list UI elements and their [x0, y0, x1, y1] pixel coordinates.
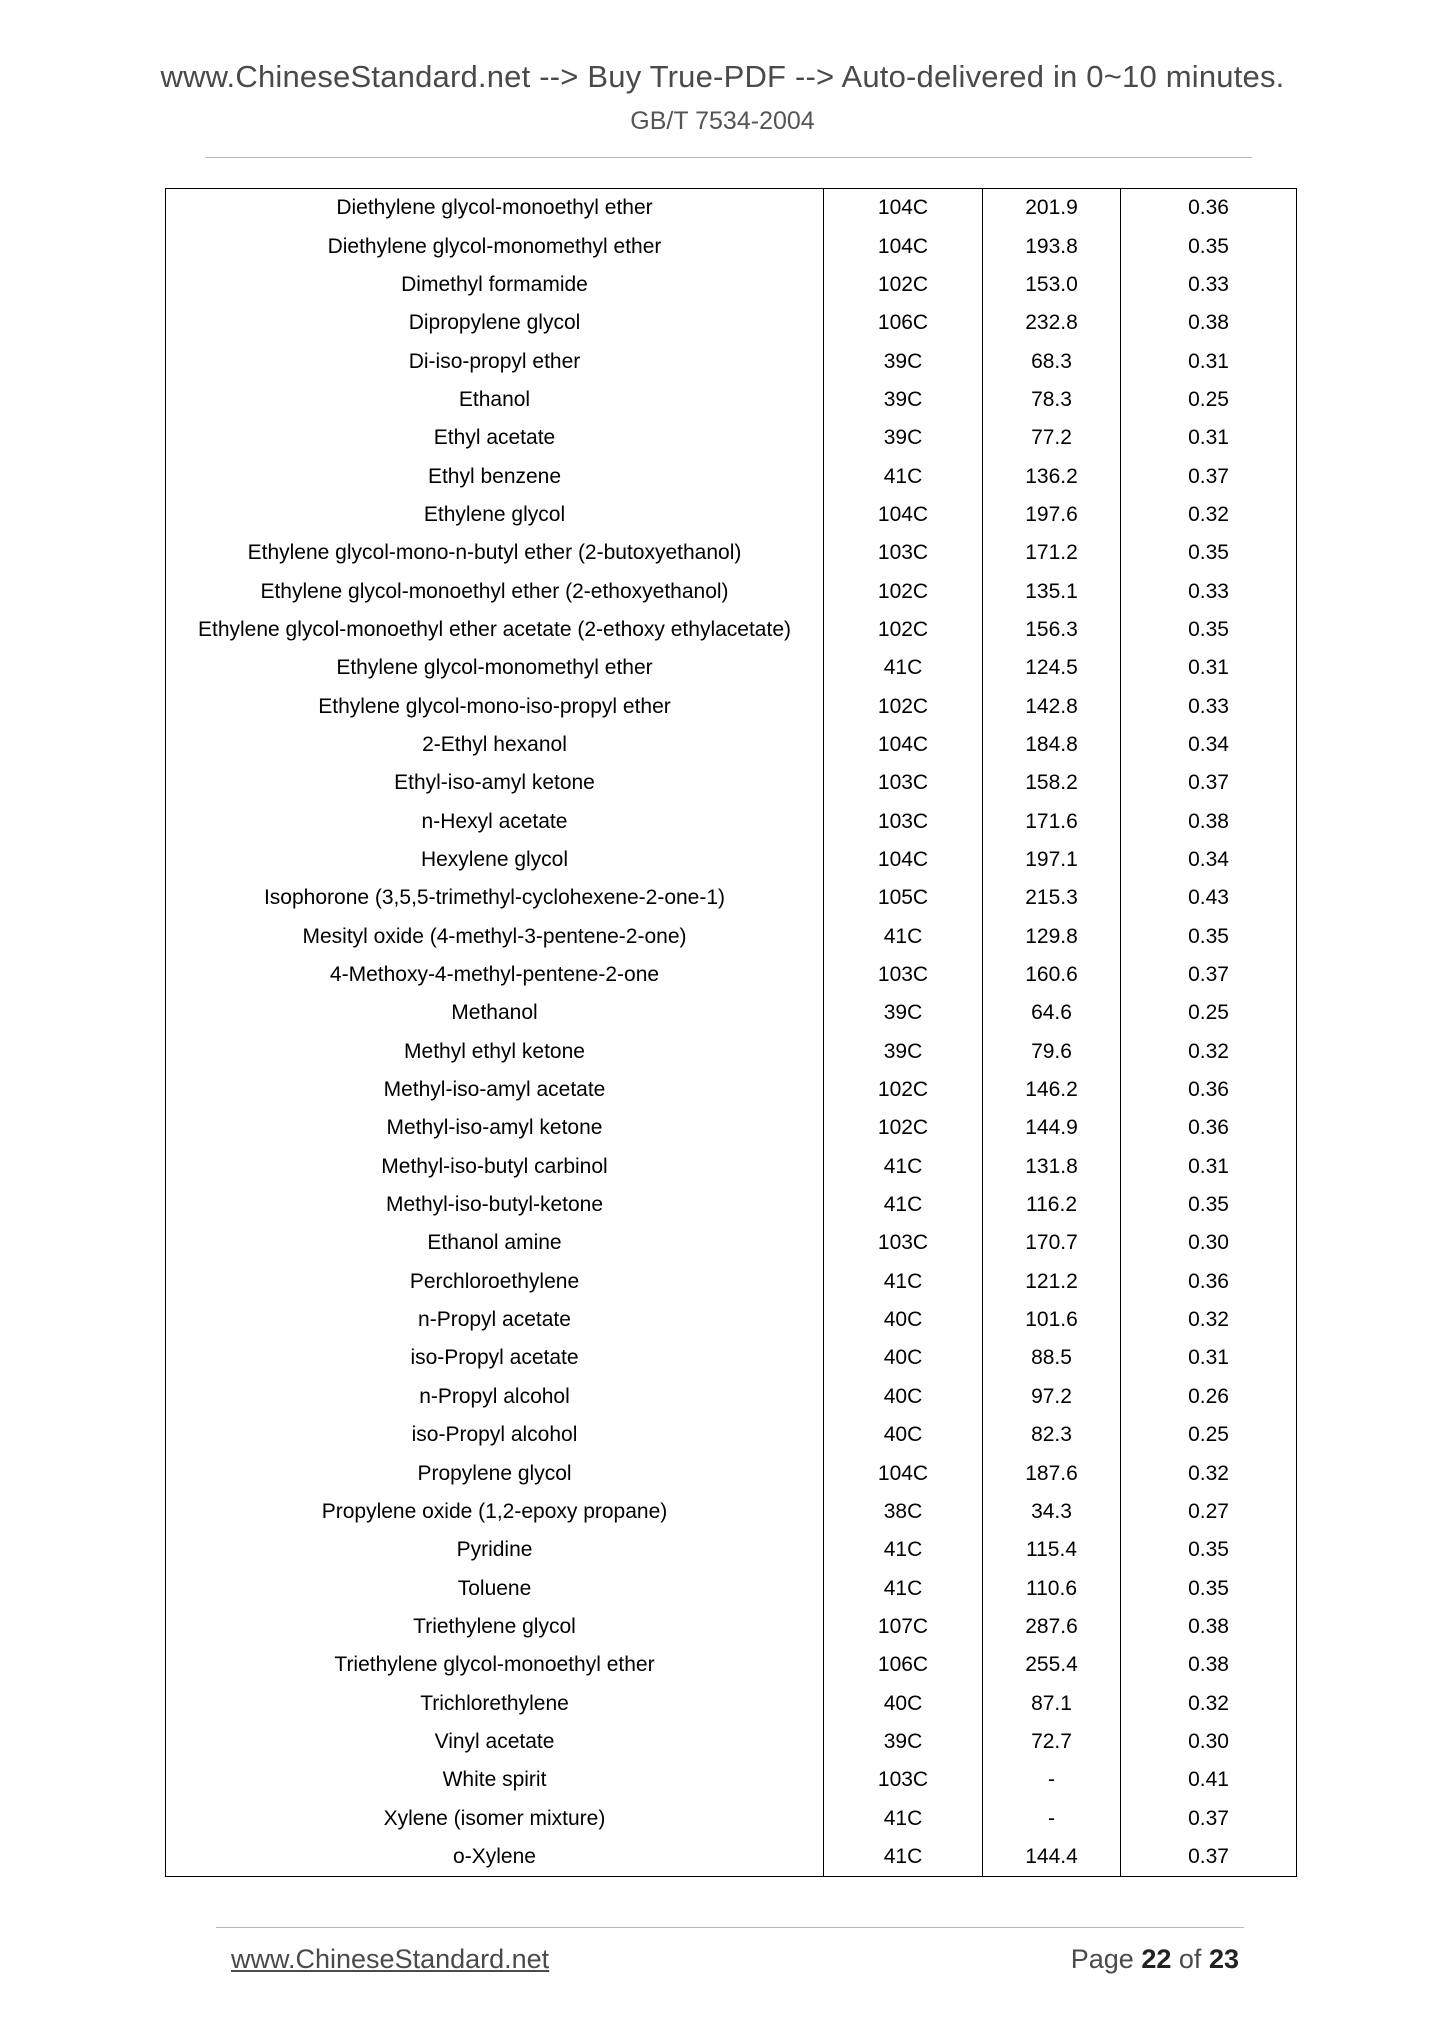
boiling-point-cell: 170.7 — [983, 1224, 1121, 1262]
solvent-name-cell: Triethylene glycol — [166, 1608, 824, 1646]
class-cell: 39C — [824, 419, 983, 457]
boiling-point-cell: 101.6 — [983, 1301, 1121, 1339]
table-row — [166, 841, 1297, 879]
footer-divider — [216, 1927, 1244, 1928]
solvent-name-cell: Methyl-iso-amyl ketone — [166, 1109, 824, 1147]
table-row — [166, 189, 1297, 228]
class-cell: 39C — [824, 994, 983, 1032]
boiling-point-cell: 78.3 — [983, 381, 1121, 419]
table-row — [166, 611, 1297, 649]
class-cell: 41C — [824, 1186, 983, 1224]
value-cell: 0.32 — [1121, 1684, 1297, 1722]
table-row — [166, 1339, 1297, 1377]
class-cell: 102C — [824, 572, 983, 610]
solvent-name-cell: n-Propyl alcohol — [166, 1378, 824, 1416]
value-cell: 0.30 — [1121, 1723, 1297, 1761]
class-cell: 102C — [824, 1071, 983, 1109]
value-cell: 0.38 — [1121, 1608, 1297, 1646]
value-cell: 0.37 — [1121, 1799, 1297, 1837]
boiling-point-cell: 34.3 — [983, 1493, 1121, 1531]
solvent-name-cell: Ethyl benzene — [166, 457, 824, 495]
value-cell: 0.38 — [1121, 803, 1297, 841]
class-cell: 41C — [824, 1148, 983, 1186]
table-row — [166, 304, 1297, 342]
boiling-point-cell: 129.8 — [983, 918, 1121, 956]
value-cell: 0.35 — [1121, 227, 1297, 265]
boiling-point-cell: 110.6 — [983, 1569, 1121, 1607]
class-cell: 104C — [824, 189, 983, 228]
table-row — [166, 572, 1297, 610]
boiling-point-cell: 146.2 — [983, 1071, 1121, 1109]
solvent-name-cell: Methyl-iso-butyl carbinol — [166, 1148, 824, 1186]
solvent-name-cell: Isophorone (3,5,5-trimethyl-cyclohexene-2-one-1) — [166, 879, 824, 917]
boiling-point-cell: 87.1 — [983, 1684, 1121, 1722]
table-row — [166, 1033, 1297, 1071]
value-cell: 0.35 — [1121, 1569, 1297, 1607]
class-cell: 104C — [824, 841, 983, 879]
table-row — [166, 956, 1297, 994]
solvent-name-cell: Mesityl oxide (4-methyl-3-pentene-2-one) — [166, 918, 824, 956]
class-cell: 38C — [824, 1493, 983, 1531]
boiling-point-cell: 72.7 — [983, 1723, 1121, 1761]
solvent-name-cell: Toluene — [166, 1569, 824, 1607]
solvent-name-cell: Ethylene glycol-mono-n-butyl ether (2-butoxyethanol) — [166, 534, 824, 572]
value-cell: 0.25 — [1121, 381, 1297, 419]
value-cell: 0.32 — [1121, 1454, 1297, 1492]
solvent-name-cell: Pyridine — [166, 1531, 824, 1569]
table-row — [166, 803, 1297, 841]
value-cell: 0.33 — [1121, 266, 1297, 304]
class-cell: 104C — [824, 1454, 983, 1492]
table-row — [166, 1761, 1297, 1799]
table-row — [166, 1723, 1297, 1761]
table-row — [166, 381, 1297, 419]
value-cell: 0.32 — [1121, 1033, 1297, 1071]
table-row — [166, 1799, 1297, 1837]
value-cell: 0.26 — [1121, 1378, 1297, 1416]
boiling-point-cell: - — [983, 1799, 1121, 1837]
table-row — [166, 1684, 1297, 1722]
value-cell: 0.37 — [1121, 764, 1297, 802]
solvent-name-cell: Ethylene glycol-mono-iso-propyl ether — [166, 687, 824, 725]
boiling-point-cell: 215.3 — [983, 879, 1121, 917]
class-cell: 102C — [824, 687, 983, 725]
value-cell: 0.34 — [1121, 841, 1297, 879]
value-cell: 0.27 — [1121, 1493, 1297, 1531]
table-row — [166, 1416, 1297, 1454]
class-cell: 41C — [824, 649, 983, 687]
table-row — [166, 1186, 1297, 1224]
value-cell: 0.35 — [1121, 1531, 1297, 1569]
boiling-point-cell: 116.2 — [983, 1186, 1121, 1224]
boiling-point-cell: 144.4 — [983, 1838, 1121, 1877]
solvent-name-cell: Ethylene glycol-monoethyl ether acetate (2-ethoxy ethylacetate) — [166, 611, 824, 649]
class-cell: 40C — [824, 1684, 983, 1722]
table-row — [166, 1263, 1297, 1301]
solvent-name-cell: n-Hexyl acetate — [166, 803, 824, 841]
boiling-point-cell: 158.2 — [983, 764, 1121, 802]
solvent-name-cell: Propylene oxide (1,2-epoxy propane) — [166, 1493, 824, 1531]
solvent-name-cell: Propylene glycol — [166, 1454, 824, 1492]
page-total: 23 — [1208, 1944, 1239, 1974]
solvent-name-cell: Dipropylene glycol — [166, 304, 824, 342]
class-cell: 102C — [824, 1109, 983, 1147]
boiling-point-cell: 135.1 — [983, 572, 1121, 610]
solvent-name-cell: White spirit — [166, 1761, 824, 1799]
class-cell: 106C — [824, 1646, 983, 1684]
header-divider — [206, 157, 1252, 158]
solvent-name-cell: iso-Propyl acetate — [166, 1339, 824, 1377]
class-cell: 40C — [824, 1339, 983, 1377]
value-cell: 0.32 — [1121, 496, 1297, 534]
boiling-point-cell: 184.8 — [983, 726, 1121, 764]
table-row — [166, 1454, 1297, 1492]
solvent-name-cell: Methyl-iso-amyl acetate — [166, 1071, 824, 1109]
table-row — [166, 1148, 1297, 1186]
boiling-point-cell: 232.8 — [983, 304, 1121, 342]
class-cell: 104C — [824, 496, 983, 534]
boiling-point-cell: 171.6 — [983, 803, 1121, 841]
table-row — [166, 918, 1297, 956]
class-cell: 106C — [824, 304, 983, 342]
solvent-name-cell: Di-iso-propyl ether — [166, 342, 824, 380]
value-cell: 0.33 — [1121, 572, 1297, 610]
table-row — [166, 1493, 1297, 1531]
solvent-name-cell: Dimethyl formamide — [166, 266, 824, 304]
value-cell: 0.36 — [1121, 1071, 1297, 1109]
solvent-name-cell: Trichlorethylene — [166, 1684, 824, 1722]
boiling-point-cell: 201.9 — [983, 189, 1121, 228]
class-cell: 40C — [824, 1378, 983, 1416]
value-cell: 0.37 — [1121, 457, 1297, 495]
solvent-table-body — [166, 189, 1297, 1877]
boiling-point-cell: 153.0 — [983, 266, 1121, 304]
solvent-name-cell: 4-Methoxy-4-methyl-pentene-2-one — [166, 956, 824, 994]
page-number — [1071, 1944, 1239, 1975]
solvent-name-cell: Diethylene glycol-monomethyl ether — [166, 227, 824, 265]
class-cell: 41C — [824, 1569, 983, 1607]
boiling-point-cell: 255.4 — [983, 1646, 1121, 1684]
boiling-point-cell: 142.8 — [983, 687, 1121, 725]
table-row — [166, 649, 1297, 687]
table-row — [166, 1071, 1297, 1109]
table-row — [166, 496, 1297, 534]
boiling-point-cell: 82.3 — [983, 1416, 1121, 1454]
solvent-name-cell: Ethylene glycol-monoethyl ether (2-ethoxyethanol) — [166, 572, 824, 610]
solvent-name-cell: Ethanol amine — [166, 1224, 824, 1262]
solvent-name-cell: Xylene (isomer mixture) — [166, 1799, 824, 1837]
page-prefix: Page — [1070, 1944, 1134, 1974]
standard-number: GB/T 7534-2004 — [630, 107, 815, 135]
table-row — [166, 457, 1297, 495]
solvent-name-cell: Diethylene glycol-monoethyl ether — [166, 189, 824, 228]
table-row — [166, 1301, 1297, 1339]
solvent-name-cell: Ethanol — [166, 381, 824, 419]
value-cell: 0.35 — [1121, 918, 1297, 956]
boiling-point-cell: 97.2 — [983, 1378, 1121, 1416]
table-row — [166, 266, 1297, 304]
table-row — [166, 342, 1297, 380]
class-cell: 41C — [824, 1838, 983, 1877]
class-cell: 39C — [824, 1033, 983, 1071]
class-cell: 104C — [824, 726, 983, 764]
boiling-point-cell: 136.2 — [983, 457, 1121, 495]
table-row — [166, 879, 1297, 917]
class-cell: 102C — [824, 611, 983, 649]
class-cell: 41C — [824, 457, 983, 495]
value-cell: 0.25 — [1121, 1416, 1297, 1454]
class-cell: 41C — [824, 1263, 983, 1301]
table-row — [166, 1378, 1297, 1416]
table-row — [166, 534, 1297, 572]
solvent-name-cell: 2-Ethyl hexanol — [166, 726, 824, 764]
value-cell: 0.37 — [1121, 956, 1297, 994]
value-cell: 0.31 — [1121, 1148, 1297, 1186]
class-cell: 103C — [824, 534, 983, 572]
value-cell: 0.38 — [1121, 1646, 1297, 1684]
class-cell: 103C — [824, 1224, 983, 1262]
table-row — [166, 1224, 1297, 1262]
class-cell: 39C — [824, 381, 983, 419]
value-cell: 0.41 — [1121, 1761, 1297, 1799]
class-cell: 41C — [824, 1531, 983, 1569]
solvent-name-cell: Ethylene glycol — [166, 496, 824, 534]
solvent-name-cell: o-Xylene — [166, 1838, 824, 1877]
boiling-point-cell: 131.8 — [983, 1148, 1121, 1186]
solvent-name-cell: Vinyl acetate — [166, 1723, 824, 1761]
footer-site-link[interactable]: www.ChineseStandard.net — [231, 1944, 550, 1974]
class-cell: 40C — [824, 1416, 983, 1454]
table-row — [166, 227, 1297, 265]
boiling-point-cell: - — [983, 1761, 1121, 1799]
boiling-point-cell: 197.1 — [983, 841, 1121, 879]
value-cell: 0.36 — [1121, 1263, 1297, 1301]
class-cell: 103C — [824, 764, 983, 802]
value-cell: 0.38 — [1121, 304, 1297, 342]
boiling-point-cell: 193.8 — [983, 227, 1121, 265]
table-row — [166, 687, 1297, 725]
boiling-point-cell: 287.6 — [983, 1608, 1121, 1646]
class-cell: 103C — [824, 803, 983, 841]
class-cell: 40C — [824, 1301, 983, 1339]
table-row — [166, 1646, 1297, 1684]
boiling-point-cell: 79.6 — [983, 1033, 1121, 1071]
solvent-name-cell: Ethylene glycol-monomethyl ether — [166, 649, 824, 687]
boiling-point-cell: 88.5 — [983, 1339, 1121, 1377]
boiling-point-cell: 124.5 — [983, 649, 1121, 687]
solvent-name-cell: Ethyl-iso-amyl ketone — [166, 764, 824, 802]
value-cell: 0.25 — [1121, 994, 1297, 1032]
class-cell: 104C — [824, 227, 983, 265]
value-cell: 0.33 — [1121, 687, 1297, 725]
solvent-table — [165, 188, 1297, 1877]
boiling-point-cell: 121.2 — [983, 1263, 1121, 1301]
class-cell: 39C — [824, 1723, 983, 1761]
class-cell: 107C — [824, 1608, 983, 1646]
class-cell: 39C — [824, 342, 983, 380]
boiling-point-cell: 160.6 — [983, 956, 1121, 994]
table-row — [166, 764, 1297, 802]
value-cell: 0.36 — [1121, 189, 1297, 228]
table-row — [166, 1569, 1297, 1607]
value-cell: 0.34 — [1121, 726, 1297, 764]
solvent-name-cell: Hexylene glycol — [166, 841, 824, 879]
boiling-point-cell: 64.6 — [983, 994, 1121, 1032]
boiling-point-cell: 171.2 — [983, 534, 1121, 572]
class-cell: 103C — [824, 1761, 983, 1799]
page-current: 22 — [1141, 1944, 1172, 1974]
table-row — [166, 1531, 1297, 1569]
table-row — [166, 726, 1297, 764]
value-cell: 0.35 — [1121, 1186, 1297, 1224]
solvent-name-cell: Triethylene glycol-monoethyl ether — [166, 1646, 824, 1684]
value-cell: 0.30 — [1121, 1224, 1297, 1262]
class-cell: 103C — [824, 956, 983, 994]
boiling-point-cell: 144.9 — [983, 1109, 1121, 1147]
solvent-name-cell: Methanol — [166, 994, 824, 1032]
table-row — [166, 994, 1297, 1032]
value-cell: 0.35 — [1121, 611, 1297, 649]
value-cell: 0.31 — [1121, 342, 1297, 380]
boiling-point-cell: 77.2 — [983, 419, 1121, 457]
solvent-name-cell: Methyl-iso-butyl-ketone — [166, 1186, 824, 1224]
value-cell: 0.43 — [1121, 879, 1297, 917]
value-cell: 0.35 — [1121, 534, 1297, 572]
table-row — [166, 1838, 1297, 1877]
table-row — [166, 419, 1297, 457]
boiling-point-cell: 156.3 — [983, 611, 1121, 649]
boiling-point-cell: 187.6 — [983, 1454, 1121, 1492]
value-cell: 0.32 — [1121, 1301, 1297, 1339]
class-cell: 41C — [824, 1799, 983, 1837]
class-cell: 105C — [824, 879, 983, 917]
boiling-point-cell: 68.3 — [983, 342, 1121, 380]
boiling-point-cell: 115.4 — [983, 1531, 1121, 1569]
solvent-name-cell: iso-Propyl alcohol — [166, 1416, 824, 1454]
value-cell: 0.31 — [1121, 649, 1297, 687]
value-cell: 0.31 — [1121, 1339, 1297, 1377]
header-banner: www.ChineseStandard.net --> Buy True-PDF --> Auto-delivered in 0~10 minutes. — [160, 59, 1285, 94]
value-cell: 0.31 — [1121, 419, 1297, 457]
solvent-name-cell: n-Propyl acetate — [166, 1301, 824, 1339]
class-cell: 102C — [824, 266, 983, 304]
table-row — [166, 1109, 1297, 1147]
solvent-name-cell: Ethyl acetate — [166, 419, 824, 457]
page-of: of — [1178, 1944, 1202, 1974]
table-row — [166, 1608, 1297, 1646]
boiling-point-cell: 197.6 — [983, 496, 1121, 534]
page-header — [0, 58, 1445, 136]
solvent-name-cell: Methyl ethyl ketone — [166, 1033, 824, 1071]
value-cell: 0.36 — [1121, 1109, 1297, 1147]
solvent-name-cell: Perchloroethylene — [166, 1263, 824, 1301]
class-cell: 41C — [824, 918, 983, 956]
value-cell: 0.37 — [1121, 1838, 1297, 1877]
